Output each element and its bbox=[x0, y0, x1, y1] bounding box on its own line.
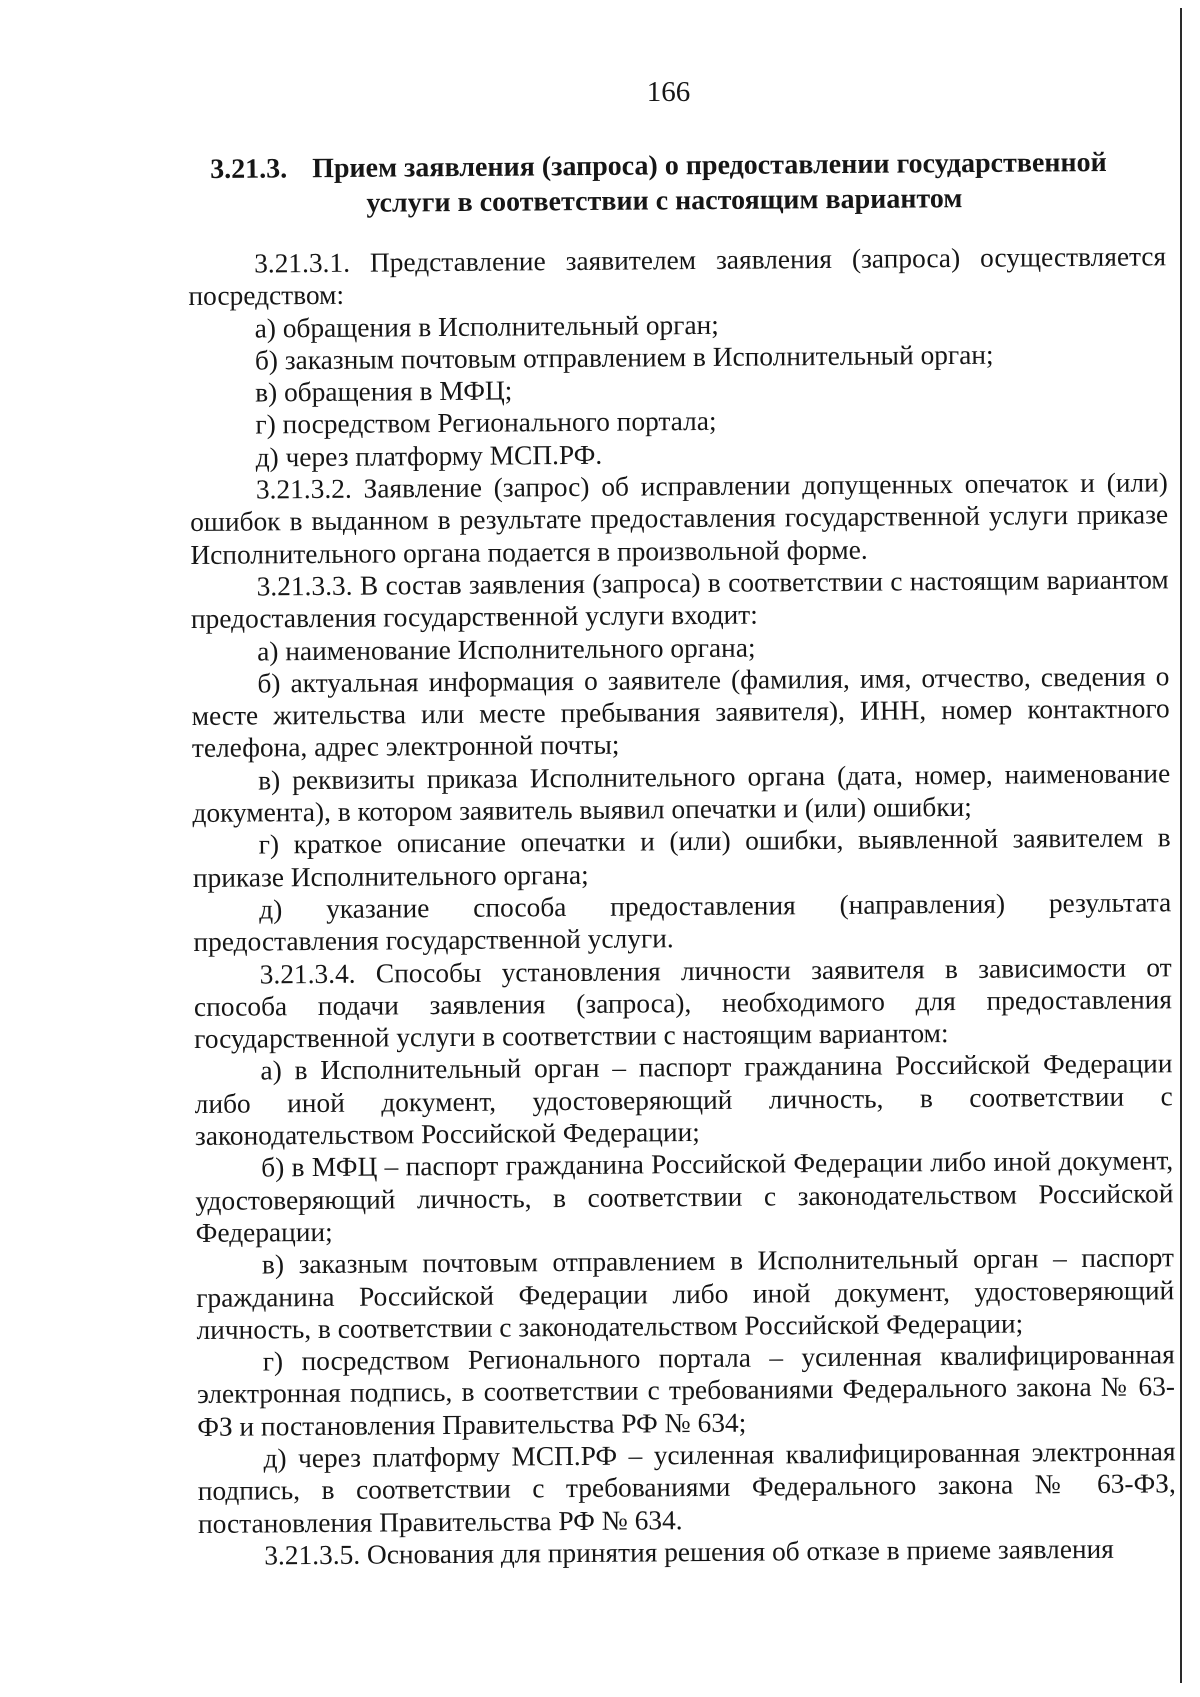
list-item-v: в) заказным почтовым отправлением в Исполнительный орган – паспорт гражданина Российской Федерации либо иной документ, удостоверяющий личность, в соответствии с законодательством Российской Федерации; bbox=[196, 1242, 1175, 1345]
list-item-g: г) краткое описание опечатки и (или) ошибки, выявленной заявителем в приказе Исполнительного органа; bbox=[192, 822, 1171, 893]
list-item-a: а) наименование Исполнительного органа; bbox=[257, 632, 756, 667]
paragraph-3-21-3-1: 3.21.3.1. Представление заявителем заявления (запроса) осуществляется посредством: bbox=[188, 241, 1167, 312]
list-item-d: д) через платформу МСП.РФ. bbox=[255, 439, 603, 473]
page-number: 166 bbox=[646, 76, 691, 108]
paragraph-3-21-3-2: 3.21.3.2. Заявление (запрос) об исправлении допущенных опечаток и (или) ошибок в выданном в результате предоставления государственной услуги приказе Исполнительного органа подается в произвольной форме. bbox=[190, 467, 1169, 570]
paragraph-3-21-3-4: 3.21.3.4. Способы установления личности заявителя в зависимости от способа подачи заявления (запроса), необходимого для предоставления государственной услуги в соответствии с настоящим вариантом: bbox=[193, 951, 1173, 1055]
list-item-g: г) посредством Регионального портала – усиленная квалифицированная электронная подпись, в соответствии с требованиями Федерального закона № 63-ФЗ и постановления Правительства РФ № 634; bbox=[196, 1339, 1176, 1442]
list-item-b: б) актуальная информация о заявителе (фамилия, имя, отчество, сведения о месте жительства или месте пребывания заявителя), ИНН, номер контактного телефона, адрес электронной почты; bbox=[191, 661, 1170, 764]
section-title-line-2: услуги в соответствии с настоящим вариантом bbox=[366, 183, 963, 219]
list-item-g: г) посредством Регионального портала; bbox=[255, 406, 717, 440]
section-title-line-1: Прием заявления (запроса) о предоставлении государственной bbox=[312, 146, 1107, 185]
document-body bbox=[188, 240, 1176, 1572]
section-heading bbox=[210, 145, 1131, 222]
paragraph-3-21-3-5: 3.21.3.5. Основания для принятия решения об отказе в приеме заявления bbox=[264, 1533, 1114, 1571]
list-item-b: б) в МФЦ – паспорт гражданина Российской Федерации либо иной документ, удостоверяющий личность, в соответствии с законодательством Российской Федерации; bbox=[195, 1145, 1174, 1248]
list-item-a: а) обращения в Исполнительный орган; bbox=[254, 309, 719, 344]
list-item-d: д) через платформу МСП.РФ – усиленная квалифицированная электронная подпись, в соответствии с требованиями Федерального закона № 63-ФЗ, постановления Правительства РФ № 634. bbox=[197, 1436, 1176, 1539]
paragraph-3-21-3-3: 3.21.3.3. В состав заявления (запроса) в соответствии с настоящим вариантом предоставления государственной услуги входит: bbox=[190, 564, 1169, 635]
list-item-v: в) реквизиты приказа Исполнительного органа (дата, номер, наименование документа), в котором заявитель выявил опечатки и (или) ошибки; bbox=[192, 758, 1171, 829]
list-item-b: б) заказным почтовым отправлением в Исполнительный орган; bbox=[254, 339, 994, 376]
list-item-d: д) указание способа предоставления (направления) результата предоставления государственной услуги. bbox=[193, 887, 1172, 958]
list-item-v: в) обращения в МФЦ; bbox=[255, 375, 513, 408]
list-item-a: а) в Исполнительный орган – паспорт гражданина Российской Федерации либо иной документ, удостоверяющий личность, в соответствии с законодательством Российской Федерации; bbox=[194, 1048, 1173, 1151]
section-number: 3.21.3. bbox=[210, 153, 288, 185]
page-edge-line bbox=[1180, 8, 1182, 1683]
